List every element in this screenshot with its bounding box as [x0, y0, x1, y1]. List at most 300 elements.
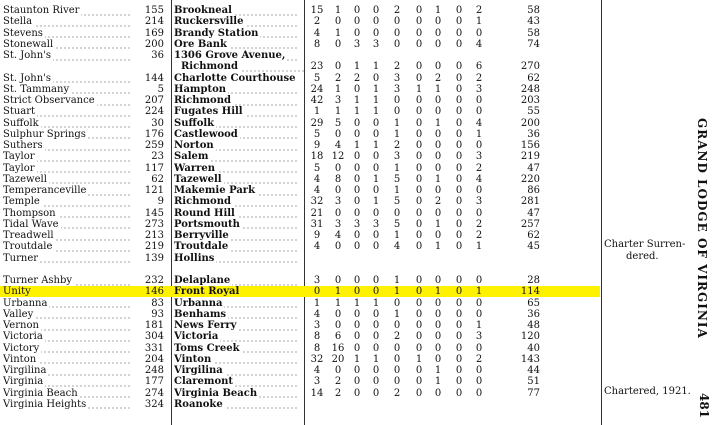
stat-cell: 0: [372, 320, 380, 331]
stat-cell: 0: [475, 95, 483, 106]
stat-cell: 8: [334, 173, 342, 185]
stat-cell: 1: [475, 128, 483, 140]
stat-cell: 0: [455, 342, 463, 354]
stat-cell: 1: [334, 106, 342, 118]
stat-cell: 3: [393, 83, 401, 95]
stat-cell: 5: [313, 162, 321, 174]
stat-cell: 0: [393, 353, 401, 365]
stat-cell: 0: [434, 38, 442, 50]
lodge-number: 273: [144, 218, 164, 230]
lodge-location: Norton: [174, 140, 298, 151]
lodge-name: Treadwell: [3, 230, 132, 241]
lodge-number: 145: [144, 207, 164, 219]
stat-cell: 5: [313, 128, 321, 140]
stat-cell: 0: [455, 95, 463, 106]
lodge-location: Charlotte Courthouse: [174, 73, 298, 84]
table-row: [0, 106, 600, 117]
stat-cell: 1: [434, 286, 442, 298]
stat-cell: 0: [372, 162, 380, 174]
stat-cell: 4: [475, 117, 483, 129]
table-row: [0, 219, 600, 230]
lodge-name: Tazewell: [3, 174, 132, 185]
stat-cell: 3: [393, 72, 401, 84]
stat-cell: 31: [310, 218, 324, 230]
stat-cell: 1: [434, 218, 442, 230]
lodge-location: Berryville: [174, 230, 298, 241]
stat-cell: 0: [372, 365, 380, 376]
stat-cell: 0: [475, 342, 483, 354]
membership-total: 44: [527, 365, 540, 376]
lodge-number: 304: [144, 331, 164, 343]
stat-cell: 1: [393, 128, 401, 140]
stat-cell: 5: [334, 117, 342, 129]
lodge-name: Stonewall: [3, 39, 132, 50]
stat-cell: 0: [372, 16, 380, 28]
stat-cell: 0: [334, 275, 342, 286]
remark-text: Chartered, 1921.: [604, 385, 691, 397]
stat-cell: 0: [434, 61, 442, 73]
membership-total: 220: [520, 173, 540, 185]
lodge-location: Virginia Beach: [174, 388, 298, 399]
lodge-location: Richmond: [181, 61, 305, 72]
stat-cell: 0: [455, 331, 463, 343]
table-row: [0, 208, 600, 219]
stat-cell: 0: [334, 162, 342, 174]
stat-cell: 0: [434, 95, 442, 106]
stat-cell: 0: [353, 376, 361, 388]
stat-cell: 4: [313, 365, 321, 376]
lodge-name: Troutdale: [3, 241, 132, 252]
side-title: GRAND LODGE OF VIRGINIA: [695, 118, 709, 339]
stat-cell: 1: [334, 5, 342, 16]
table-row: [0, 151, 600, 162]
stat-cell: 0: [334, 308, 342, 320]
stat-cell: 21: [310, 207, 324, 219]
stat-cell: 12: [331, 151, 345, 163]
stat-cell: 0: [372, 5, 380, 16]
stat-cell: 0: [455, 117, 463, 129]
stat-cell: 2: [313, 16, 321, 28]
stat-cell: 0: [455, 151, 463, 163]
lodge-name: Victory: [3, 343, 132, 354]
stat-cell: 9: [313, 140, 321, 151]
stat-cell: 0: [475, 185, 483, 196]
membership-total: 36: [527, 128, 540, 140]
stat-cell: 0: [353, 241, 361, 253]
lodge-number: 214: [144, 16, 164, 28]
stat-cell: 3: [313, 275, 321, 286]
membership-total: 86: [527, 185, 540, 196]
table-row: [0, 95, 600, 106]
stat-cell: 0: [372, 151, 380, 163]
stat-cell: 2: [334, 387, 342, 399]
lodge-name: Strict Observance: [3, 95, 132, 106]
lodge-number: 259: [144, 140, 164, 151]
lodge-name: Taylor: [3, 151, 132, 162]
stat-cell: 0: [393, 376, 401, 388]
stat-cell: 5: [313, 72, 321, 84]
stat-cell: 1: [372, 61, 380, 73]
stat-cell: 0: [415, 16, 423, 28]
stat-cell: 2: [475, 162, 483, 174]
stat-cell: 0: [415, 308, 423, 320]
lodge-number: 324: [144, 398, 164, 410]
stat-cell: 32: [310, 196, 324, 208]
lodge-number: 144: [144, 72, 164, 84]
stat-cell: 1: [353, 61, 361, 73]
lodge-location: Richmond: [174, 95, 298, 106]
stat-cell: 0: [353, 173, 361, 185]
stat-cell: 2: [393, 5, 401, 16]
stat-cell: 2: [475, 218, 483, 230]
stat-cell: 0: [372, 241, 380, 253]
stat-cell: 0: [353, 196, 361, 208]
stat-cell: 0: [455, 38, 463, 50]
stat-cell: 1: [393, 185, 401, 196]
stat-cell: 1: [353, 106, 361, 118]
stat-cell: 0: [415, 5, 423, 16]
stat-cell: 0: [455, 61, 463, 73]
stat-cell: 0: [393, 207, 401, 219]
table-row: [0, 264, 600, 275]
lodge-number: 169: [144, 27, 164, 39]
stat-cell: 0: [353, 162, 361, 174]
table-row: [0, 16, 600, 27]
stat-cell: 2: [434, 72, 442, 84]
stat-cell: 0: [372, 230, 380, 241]
stat-cell: 0: [475, 297, 483, 309]
membership-total: 48: [527, 320, 540, 331]
membership-total: 143: [520, 353, 540, 365]
membership-total: 120: [520, 331, 540, 343]
stat-cell: 0: [475, 308, 483, 320]
lodge-number: 62: [151, 173, 164, 185]
stat-cell: 3: [372, 38, 380, 50]
lodge-location: News Ferry: [174, 320, 298, 331]
stat-cell: 0: [334, 320, 342, 331]
stat-cell: 2: [475, 230, 483, 241]
lodge-number: 181: [144, 320, 164, 331]
stat-cell: 3: [334, 218, 342, 230]
stat-cell: 0: [393, 342, 401, 354]
stat-cell: 3: [313, 376, 321, 388]
stat-cell: 2: [434, 196, 442, 208]
lodge-name: Temple: [3, 196, 132, 207]
stat-cell: 1: [353, 140, 361, 151]
membership-total: 257: [520, 218, 540, 230]
stat-cell: 0: [353, 230, 361, 241]
stat-cell: 0: [353, 151, 361, 163]
stat-cell: 0: [415, 286, 423, 298]
membership-total: 62: [527, 230, 540, 241]
lodge-name: Stella: [3, 16, 132, 27]
stat-cell: 0: [334, 16, 342, 28]
stat-cell: 0: [475, 207, 483, 219]
membership-total: 203: [520, 95, 540, 106]
stat-cell: 0: [455, 230, 463, 241]
lodge-name: Stuart: [3, 106, 132, 117]
stat-cell: 4: [334, 230, 342, 241]
stat-cell: 1: [434, 173, 442, 185]
stat-cell: 2: [393, 61, 401, 73]
membership-total: 248: [520, 83, 540, 95]
stat-cell: 0: [455, 387, 463, 399]
membership-total: 200: [520, 117, 540, 129]
membership-total: 58: [527, 27, 540, 39]
stat-cell: 2: [353, 72, 361, 84]
stat-cell: 0: [455, 72, 463, 84]
stat-cell: 0: [475, 27, 483, 39]
lodge-name: Suffolk: [3, 118, 132, 129]
stat-cell: 1: [415, 83, 423, 95]
lodge-location: Benhams: [174, 309, 298, 320]
stat-cell: 0: [415, 365, 423, 376]
stat-cell: 1: [353, 95, 361, 106]
stat-cell: 0: [372, 387, 380, 399]
stat-cell: 0: [415, 117, 423, 129]
lodge-name: St. John's: [3, 50, 132, 61]
lodge-location: Warren: [174, 163, 298, 174]
stat-cell: 0: [334, 207, 342, 219]
stat-cell: 1: [434, 376, 442, 388]
stat-cell: 0: [334, 61, 342, 73]
stat-cell: 1: [372, 173, 380, 185]
stat-cell: 1: [434, 5, 442, 16]
stat-cell: 1: [353, 297, 361, 309]
stat-cell: 1: [393, 117, 401, 129]
lodge-name: Unity: [3, 286, 31, 298]
stat-cell: 0: [393, 16, 401, 28]
lodge-number: 155: [144, 5, 164, 16]
stat-cell: 0: [415, 218, 423, 230]
stat-cell: 29: [310, 117, 324, 129]
membership-total: 51: [527, 376, 540, 388]
table-row: [0, 185, 600, 196]
stat-cell: 4: [313, 308, 321, 320]
stat-cell: 0: [415, 106, 423, 118]
stat-cell: 5: [393, 173, 401, 185]
stat-cell: 0: [434, 162, 442, 174]
lodge-number: 219: [144, 241, 164, 253]
lodge-name: Valley: [3, 309, 132, 320]
lodge-name: Vernon: [3, 320, 132, 331]
stat-cell: 0: [434, 140, 442, 151]
stat-cell: 1: [434, 365, 442, 376]
stat-cell: 0: [455, 5, 463, 16]
stat-cell: 1: [475, 241, 483, 253]
stat-cell: 0: [455, 27, 463, 39]
stat-cell: 0: [372, 286, 380, 298]
remark-text: Charter Surren-: [604, 239, 686, 251]
stat-cell: 5: [393, 218, 401, 230]
stat-cell: 0: [393, 95, 401, 106]
table-row: [0, 84, 600, 95]
stat-cell: 0: [372, 27, 380, 39]
stat-cell: 0: [434, 342, 442, 354]
stat-cell: 0: [434, 207, 442, 219]
stat-cell: 0: [372, 128, 380, 140]
lodge-location: Victoria: [174, 331, 298, 342]
stat-cell: 0: [475, 387, 483, 399]
stat-cell: 32: [310, 353, 324, 365]
table-row: [0, 129, 600, 140]
lodge-location: Hollins: [174, 253, 298, 264]
membership-total: 45: [527, 241, 540, 253]
stat-cell: 0: [415, 387, 423, 399]
stat-cell: 14: [310, 387, 324, 399]
stat-cell: 1: [434, 83, 442, 95]
lodge-name: Victoria: [3, 331, 132, 342]
stat-cell: 23: [310, 61, 324, 73]
stat-cell: 3: [475, 331, 483, 343]
stat-cell: 2: [393, 331, 401, 343]
lodge-name: Urbanna: [3, 298, 132, 309]
stat-cell: 0: [455, 353, 463, 365]
lodge-location: Suffolk: [174, 118, 298, 129]
stat-cell: 0: [415, 162, 423, 174]
lodge-number: 23: [151, 151, 164, 163]
stat-cell: 8: [313, 38, 321, 50]
membership-total: 47: [527, 162, 540, 174]
stat-cell: 0: [372, 308, 380, 320]
stat-cell: 0: [415, 72, 423, 84]
stat-cell: 0: [353, 342, 361, 354]
stat-cell: 0: [434, 387, 442, 399]
stat-cell: 0: [415, 241, 423, 253]
stat-cell: 1: [434, 241, 442, 253]
stat-cell: 1: [313, 297, 321, 309]
lodge-number: 30: [151, 117, 164, 129]
lodge-location: Vinton: [174, 354, 298, 365]
membership-total: 36: [527, 308, 540, 320]
stat-cell: 0: [455, 185, 463, 196]
stat-cell: 3: [353, 38, 361, 50]
table-row: [0, 376, 600, 387]
stat-cell: 20: [331, 353, 345, 365]
stat-cell: 0: [434, 151, 442, 163]
lodge-name: Suthers: [3, 140, 132, 151]
stat-cell: 2: [475, 72, 483, 84]
stat-cell: 0: [455, 162, 463, 174]
stat-cell: 0: [353, 117, 361, 129]
stat-cell: 0: [372, 376, 380, 388]
stat-cell: 0: [475, 275, 483, 286]
stat-cell: 24: [310, 83, 324, 95]
lodge-location: Toms Creek: [174, 343, 298, 354]
stat-cell: 0: [455, 241, 463, 253]
stat-cell: 5: [393, 196, 401, 208]
stat-cell: 0: [455, 83, 463, 95]
lodge-location: Richmond: [174, 196, 298, 207]
stat-cell: 0: [334, 128, 342, 140]
stat-cell: 0: [455, 376, 463, 388]
stat-cell: 2: [475, 353, 483, 365]
stat-cell: 0: [475, 365, 483, 376]
stat-cell: 0: [372, 275, 380, 286]
stat-cell: 0: [434, 331, 442, 343]
stat-cell: 0: [434, 275, 442, 286]
page-number: 481: [697, 393, 711, 419]
membership-total: 270: [520, 61, 540, 73]
table-row: [0, 298, 600, 309]
stat-cell: 1: [434, 117, 442, 129]
membership-total: 156: [520, 140, 540, 151]
stat-cell: 0: [393, 297, 401, 309]
stat-cell: 0: [353, 16, 361, 28]
lodge-location: Front Royal: [174, 286, 240, 298]
membership-total: 43: [527, 16, 540, 28]
stat-cell: 0: [415, 173, 423, 185]
stat-cell: 0: [415, 151, 423, 163]
table-row: [0, 286, 600, 297]
lodge-name: Sulphur Springs: [3, 129, 132, 140]
stat-cell: 0: [415, 95, 423, 106]
lodge-name: St. Tammany: [3, 84, 132, 95]
stat-cell: 0: [334, 38, 342, 50]
stat-cell: 0: [415, 128, 423, 140]
stat-cell: 0: [353, 83, 361, 95]
stat-cell: 9: [313, 230, 321, 241]
stat-cell: 0: [455, 320, 463, 331]
stat-cell: 0: [372, 185, 380, 196]
lodge-location: Ruckersville: [174, 16, 298, 27]
stat-cell: 4: [475, 38, 483, 50]
stat-cell: 0: [434, 320, 442, 331]
stat-cell: 0: [455, 286, 463, 298]
lodge-location: 1306 Grove Avenue,: [174, 50, 298, 61]
lodge-number: 5: [157, 83, 164, 95]
stat-cell: 0: [415, 61, 423, 73]
stat-cell: 0: [393, 320, 401, 331]
lodge-location: Claremont: [174, 376, 298, 387]
stat-cell: 0: [455, 128, 463, 140]
stat-cell: 0: [455, 218, 463, 230]
stat-cell: 0: [334, 241, 342, 253]
lodge-name: Virginia Beach: [3, 388, 132, 399]
stat-cell: 0: [415, 140, 423, 151]
table-row: [0, 163, 600, 174]
lodge-name: Vinton: [3, 354, 132, 365]
lodge-name: Virginia Heights: [3, 399, 132, 410]
column-rule: [601, 0, 602, 425]
stat-cell: 0: [434, 308, 442, 320]
lodge-location: Portsmouth: [174, 219, 298, 230]
lodge-name: Stevens: [3, 28, 132, 39]
stat-cell: 1: [393, 286, 401, 298]
stat-cell: 2: [393, 140, 401, 151]
stat-cell: 0: [372, 342, 380, 354]
table-row: [0, 309, 600, 320]
table-row: [0, 275, 600, 286]
stat-cell: 3: [313, 320, 321, 331]
stat-cell: 0: [434, 185, 442, 196]
lodge-number: 9: [157, 196, 164, 208]
stat-cell: 1: [372, 140, 380, 151]
table-row: [0, 50, 600, 61]
stat-cell: 8: [313, 342, 321, 354]
stat-cell: 0: [353, 128, 361, 140]
lodge-number: 139: [144, 252, 164, 264]
stat-cell: 0: [415, 331, 423, 343]
stat-cell: 4: [313, 173, 321, 185]
stat-cell: 0: [393, 27, 401, 39]
stat-cell: 2: [393, 387, 401, 399]
stat-cell: 1: [372, 83, 380, 95]
membership-total: 55: [527, 106, 540, 118]
stat-cell: 3: [334, 196, 342, 208]
stat-cell: 0: [434, 27, 442, 39]
lodge-location: Hampton: [174, 84, 298, 95]
